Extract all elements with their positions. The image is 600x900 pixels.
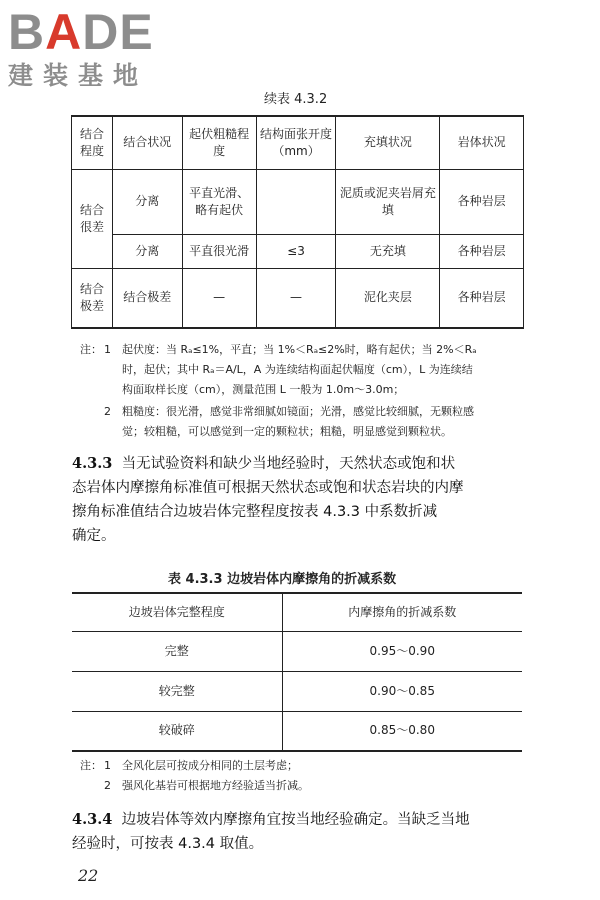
cell-filling: 泥质或泥夹岩屑充填 <box>336 169 440 234</box>
clause-line-first: 4.3.4 边坡岩体等效内摩擦角宜按当地经验确定。当缺乏当地 <box>72 811 470 828</box>
note-line: 构面取样长度（cm），测量范围 L 一般为 1.0m～3.0m； <box>122 383 405 396</box>
clause-4-3-4 <box>72 808 470 856</box>
note-line: 强风化基岩可根据地方经验适当折减。 <box>122 779 309 792</box>
brand-logo-text: BADE <box>8 4 154 60</box>
table-4-3-2-continued <box>71 115 524 329</box>
note-line: 时，起伏；其中 Rₐ＝A/L，A 为连续结构面起伏幅度（cm），L 为连续结 <box>122 363 473 376</box>
table1-caption: 续表 4.3.2 <box>264 92 328 107</box>
note-number: 1 <box>104 343 111 356</box>
notes-label: 注： <box>80 759 102 772</box>
header-cell: 岩体状况 <box>440 116 524 169</box>
cell-factor: 0.95～0.90 <box>282 631 522 671</box>
cell-integrity: 较完整 <box>72 671 282 711</box>
table-row <box>72 268 524 328</box>
note-line: 起伏度：当 Rₐ≤1%，平直；当 1%＜Rₐ≤2%时，略有起伏；当 2%＜Rₐ <box>122 343 477 356</box>
table2-caption: 表 4.3.3 边坡岩体内摩擦角的折减系数 <box>168 572 397 587</box>
header-cell: 结构面张开度（mm） <box>256 116 336 169</box>
cell-status: 结合极差 <box>112 268 182 328</box>
table-4-3-3 <box>72 592 522 752</box>
notes-label: 注： <box>80 343 102 356</box>
header-cell: 结合程度 <box>72 116 113 169</box>
cell-integrity: 完整 <box>72 631 282 671</box>
clause-line: 擦角标准值结合边坡岩体完整程度按表 4.3.3 中系数折减 <box>72 504 438 520</box>
note-number: 1 <box>104 759 111 772</box>
cell-filling: 无充填 <box>336 234 440 268</box>
cell-roughness: 平直光滑、略有起伏 <box>182 169 256 234</box>
clause-4-3-3 <box>72 452 464 548</box>
clause-line: 态岩体内摩擦角标准值可根据天然状态或饱和状态岩块的内摩 <box>72 480 464 496</box>
cell-filling: 泥化夹层 <box>336 268 440 328</box>
note-number: 2 <box>104 779 111 792</box>
cell-rock: 各种岩层 <box>440 268 524 328</box>
header-cell: 内摩擦角的折减系数 <box>282 593 522 631</box>
cell-aperture: — <box>256 268 336 328</box>
table-row <box>72 711 522 751</box>
cell-factor: 0.90～0.85 <box>282 671 522 711</box>
header-cell: 起伏粗糙程度 <box>182 116 256 169</box>
table-row <box>72 234 524 268</box>
cell-degree: 结合极差 <box>72 268 113 328</box>
brand-logo <box>8 6 154 92</box>
table-row <box>72 631 522 671</box>
cell-aperture <box>256 169 336 234</box>
cell-roughness: 平直很光滑 <box>182 234 256 268</box>
header-cell: 结合状况 <box>112 116 182 169</box>
cell-status: 分离 <box>112 169 182 234</box>
cell-aperture: ≤3 <box>256 234 336 268</box>
note-line: 全风化层可按成分相同的土层考虑； <box>122 759 298 772</box>
cell-status: 分离 <box>112 234 182 268</box>
cell-rock: 各种岩层 <box>440 169 524 234</box>
cell-factor: 0.85～0.80 <box>282 711 522 751</box>
page-number: 22 <box>78 866 99 885</box>
clause-number: 4.3.4 <box>72 811 113 828</box>
note-number: 2 <box>104 405 111 418</box>
brand-logo-subtitle: 建装基地 <box>8 61 149 90</box>
table2-notes <box>80 756 530 798</box>
note-line: 粗糙度：很光滑，感觉非常细腻如镜面；光滑，感觉比较细腻，无颗粒感 <box>122 405 474 418</box>
table1-notes <box>80 340 530 440</box>
cell-integrity: 较破碎 <box>72 711 282 751</box>
clause-line: 经验时，可按表 4.3.4 取值。 <box>72 836 264 852</box>
clause-number: 4.3.3 <box>72 455 113 472</box>
clause-line-first: 4.3.3 当无试验资料和缺少当地经验时，天然状态或饱和状 <box>72 455 456 472</box>
note-line: 觉；较粗糙，可以感觉到一定的颗粒状；粗糙，明显感觉到颗粒状。 <box>122 425 452 438</box>
header-cell: 边坡岩体完整程度 <box>72 593 282 631</box>
table-row <box>72 671 522 711</box>
header-cell: 充填状况 <box>336 116 440 169</box>
table-row <box>72 169 524 234</box>
cell-degree: 结合很差 <box>72 169 113 268</box>
cell-rock: 各种岩层 <box>440 234 524 268</box>
table-header-row <box>72 593 522 631</box>
cell-roughness: — <box>182 268 256 328</box>
table-header-row <box>72 116 524 169</box>
clause-line: 确定。 <box>72 528 116 544</box>
